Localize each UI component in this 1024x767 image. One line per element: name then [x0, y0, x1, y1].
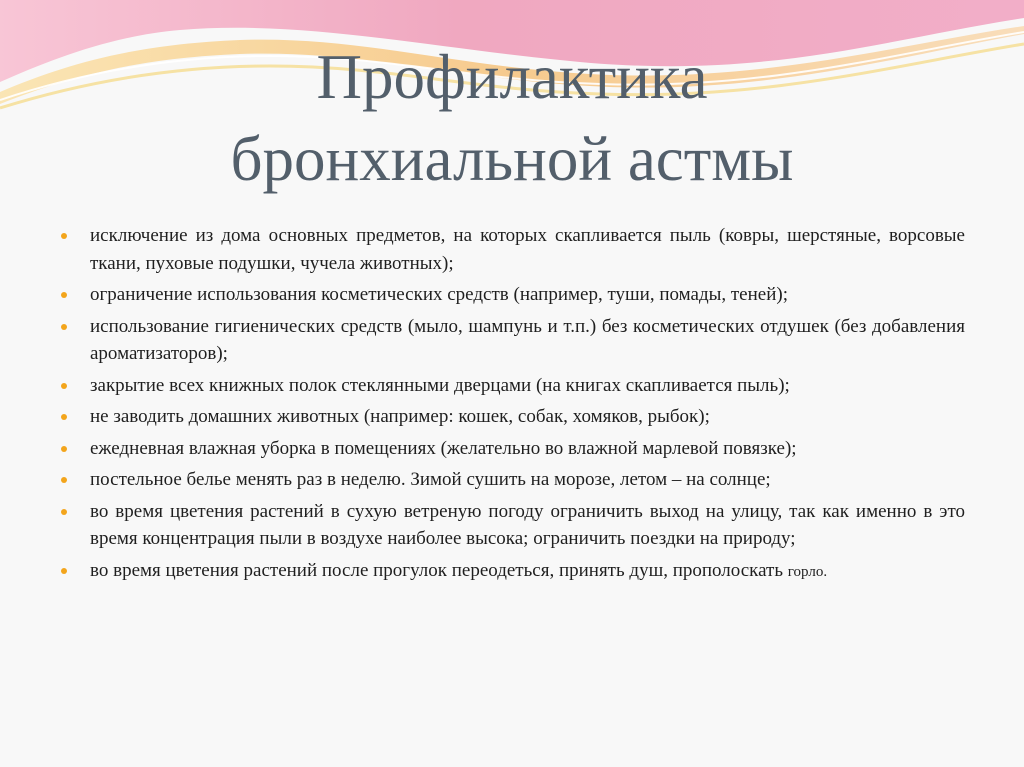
- bullet-text: во время цветения растений после прогулок переодеться, принять душ, прополоскать: [90, 559, 788, 581]
- bullet-dot-icon: [61, 292, 67, 298]
- bullet-text: во время цветения растений в сухую ветреную погоду ограничить выход на улицу, так как именно в это время концентрация пыли в воздухе наиболее высока; ограничить поездки на природу;: [90, 500, 965, 549]
- bullet-text: закрытие всех книжных полок стеклянными дверцами (на книгах скапливается пыль);: [90, 374, 790, 396]
- bullet-item: [60, 372, 965, 400]
- bullet-text-tail: горло.: [787, 563, 828, 580]
- bullet-item: [60, 403, 965, 431]
- bullet-item: [60, 313, 965, 368]
- bullet-text: ежедневная влажная уборка в помещениях (желательно во влажной марлевой повязке);: [90, 437, 797, 459]
- bullet-dot-icon: [61, 446, 67, 452]
- bullet-item: [60, 222, 965, 277]
- bullet-text: постельное белье менять раз в неделю. Зимой сушить на морозе, летом – на солнце;: [90, 469, 771, 490]
- bullet-dot-icon: [61, 233, 67, 239]
- bullet-item: [60, 466, 965, 494]
- title-line-1: Профилактика: [316, 42, 708, 112]
- bullet-text: использование гигиенических средств (мыло, шампунь и т.п.) без косметических отдушек (без добавления ароматизаторов);: [90, 315, 965, 364]
- bullet-dot-icon: [61, 414, 67, 420]
- bullet-item: [60, 435, 965, 463]
- bullet-dot-icon: [61, 477, 67, 483]
- bullet-dot-icon: [61, 509, 67, 515]
- bullet-dot-icon: [61, 324, 67, 330]
- bullet-dot-icon: [61, 383, 67, 389]
- bullet-text: исключение из дома основных предметов, на которых скапливается пыль (ковры, шерстяные, ворсовые ткани, пуховые подушки, чучела животных);: [90, 225, 965, 274]
- title-line-2: бронхиальной астмы: [230, 124, 794, 194]
- bullet-text: ограничение использования косметических средств (например, туши, помады, теней);: [90, 284, 788, 305]
- bullet-item: [60, 557, 965, 587]
- bullet-item: [60, 281, 965, 309]
- bullet-dot-icon: [61, 568, 67, 574]
- bullet-item: [60, 498, 965, 553]
- bullet-text: не заводить домашних животных (например: кошек, собак, хомяков, рыбок);: [90, 406, 710, 427]
- slide-title: [60, 36, 964, 200]
- bullet-list: [60, 222, 965, 590]
